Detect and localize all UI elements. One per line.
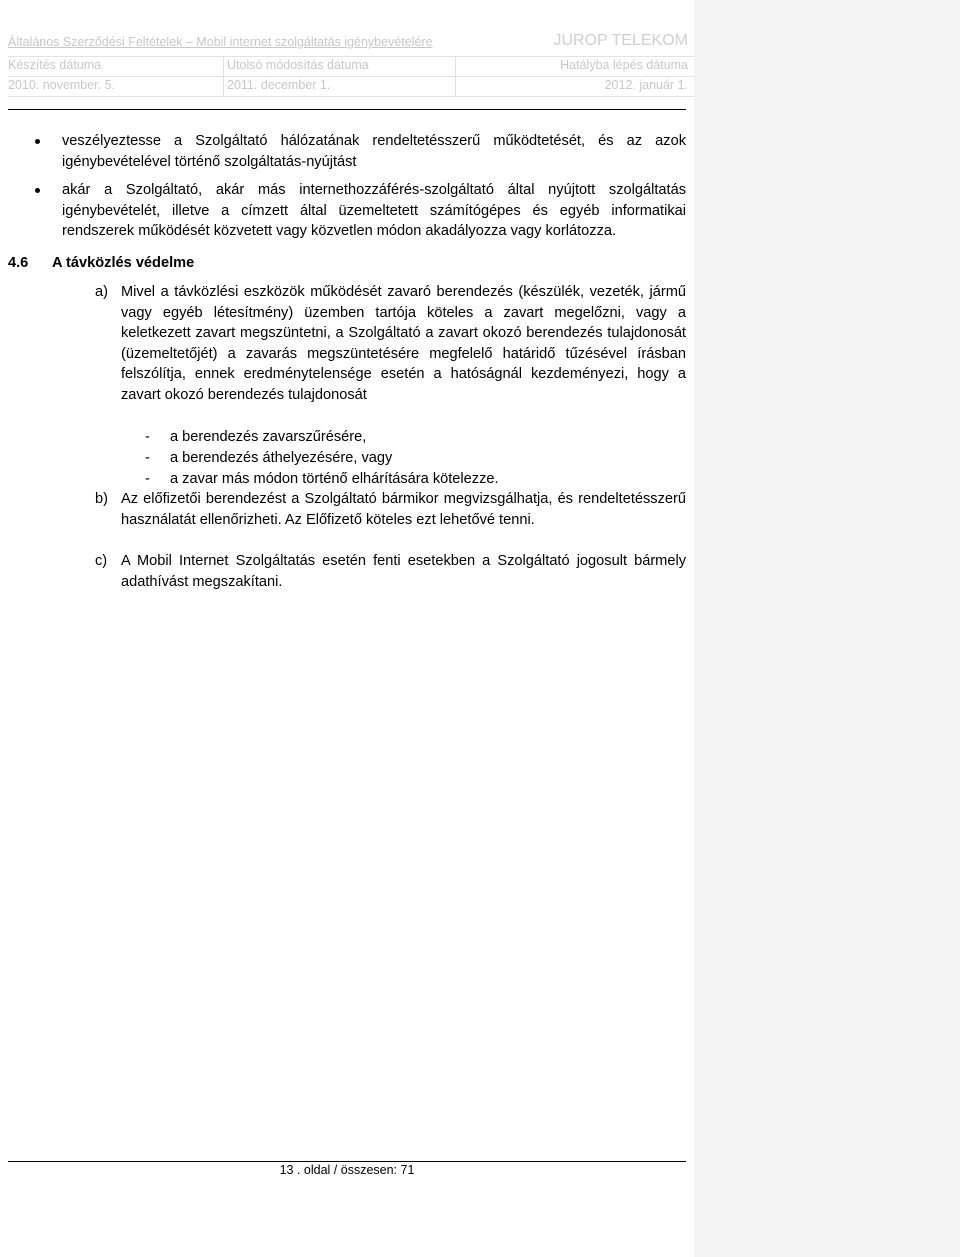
page-footer <box>8 1163 686 1177</box>
sub-list-item <box>145 448 392 469</box>
sub-item-text: a berendezés zavarszűrésére, <box>170 429 367 445</box>
section-number: 4.6 <box>8 255 29 271</box>
created-date-label: Készítés dátuma <box>8 58 102 72</box>
created-date-value: 2010. november. 5. <box>8 78 116 92</box>
list-item <box>95 551 686 592</box>
list-item <box>95 489 686 530</box>
page-number: 13 . oldal / összesen: 71 <box>279 1163 415 1177</box>
header-divider <box>8 96 694 97</box>
dash-marker: - <box>145 471 150 487</box>
dash-marker: - <box>145 450 150 466</box>
item-marker: b) <box>95 491 108 507</box>
bullet-icon <box>35 139 40 144</box>
item-text: Az előfizetői berendezést a Szolgáltató bármikor megvizsgálhatja, és rendeltetésszerű használatát ellenőrizheti. Az Előfizető köteles ezt lehetővé tenni. <box>121 491 686 528</box>
list-item <box>95 282 686 405</box>
brand-name: JUROP TELEKOM <box>553 32 688 49</box>
sub-list-item <box>145 469 499 490</box>
bullet-icon <box>35 188 40 193</box>
section-heading <box>8 253 194 274</box>
item-marker: c) <box>95 553 108 569</box>
header-rule <box>8 109 686 110</box>
bullet-text: akár a Szolgáltató, akár más internethozzáférés-szolgáltató által nyújtott szolgáltatás igénybevételét, illetve a címzett által üzemeltetett számítógépes és egyéb informatikai rendszerek működését közvetett vagy közvetlen módon akadályozza vagy korlátozza. <box>62 182 686 239</box>
sub-list-item <box>145 427 366 448</box>
effective-date-label: Hatályba lépés dátuma <box>560 58 688 72</box>
dash-marker: - <box>145 429 150 445</box>
document-title: Általános Szerződési Feltételek – Mobil internet szolgáltatás igénybevételére <box>8 35 433 49</box>
list-item <box>62 131 686 172</box>
list-item <box>62 180 686 242</box>
sub-item-text: a berendezés áthelyezésére, vagy <box>170 450 393 466</box>
bullet-text: veszélyeztesse a Szolgáltató hálózatának rendeltetésszerű működtetését, és az azok igénybevételével történő szolgáltatás-nyújtást <box>62 133 686 170</box>
sub-item-text: a zavar más módon történő elhárítására kötelezze. <box>170 471 499 487</box>
item-marker: a) <box>95 284 108 300</box>
item-text: A Mobil Internet Szolgáltatás esetén fenti esetekben a Szolgáltató jogosult bármely adathívást megszakítani. <box>121 553 686 590</box>
modified-date-label: Utolsó módosítás dátuma <box>227 58 369 72</box>
section-title: A távközlés védelme <box>52 255 195 271</box>
footer-rule <box>8 1161 686 1162</box>
modified-date-value: 2011. december 1. <box>227 78 331 92</box>
comment-margin-pane <box>694 0 960 1257</box>
effective-date-value: 2012. január 1. <box>604 78 688 92</box>
item-text: Mivel a távközlési eszközök működését zavaró berendezés (készülék, vezeték, jármű vagy egyéb létesítmény) üzemben tartója köteles a zavart megelőzni, vagy a keletkezett zavart megszüntetni, a Szolgáltató a zavart okozó berendezés tulajdonosát (üzemeltetőjét) a zavarás megszüntetésére megfelelő határidő tűzésével írásban felszólítja, ennek eredménytelensége esetén a hatóságnál kezdeményezi, hogy a zavart okozó berendezés tulajdonosát <box>121 284 686 403</box>
